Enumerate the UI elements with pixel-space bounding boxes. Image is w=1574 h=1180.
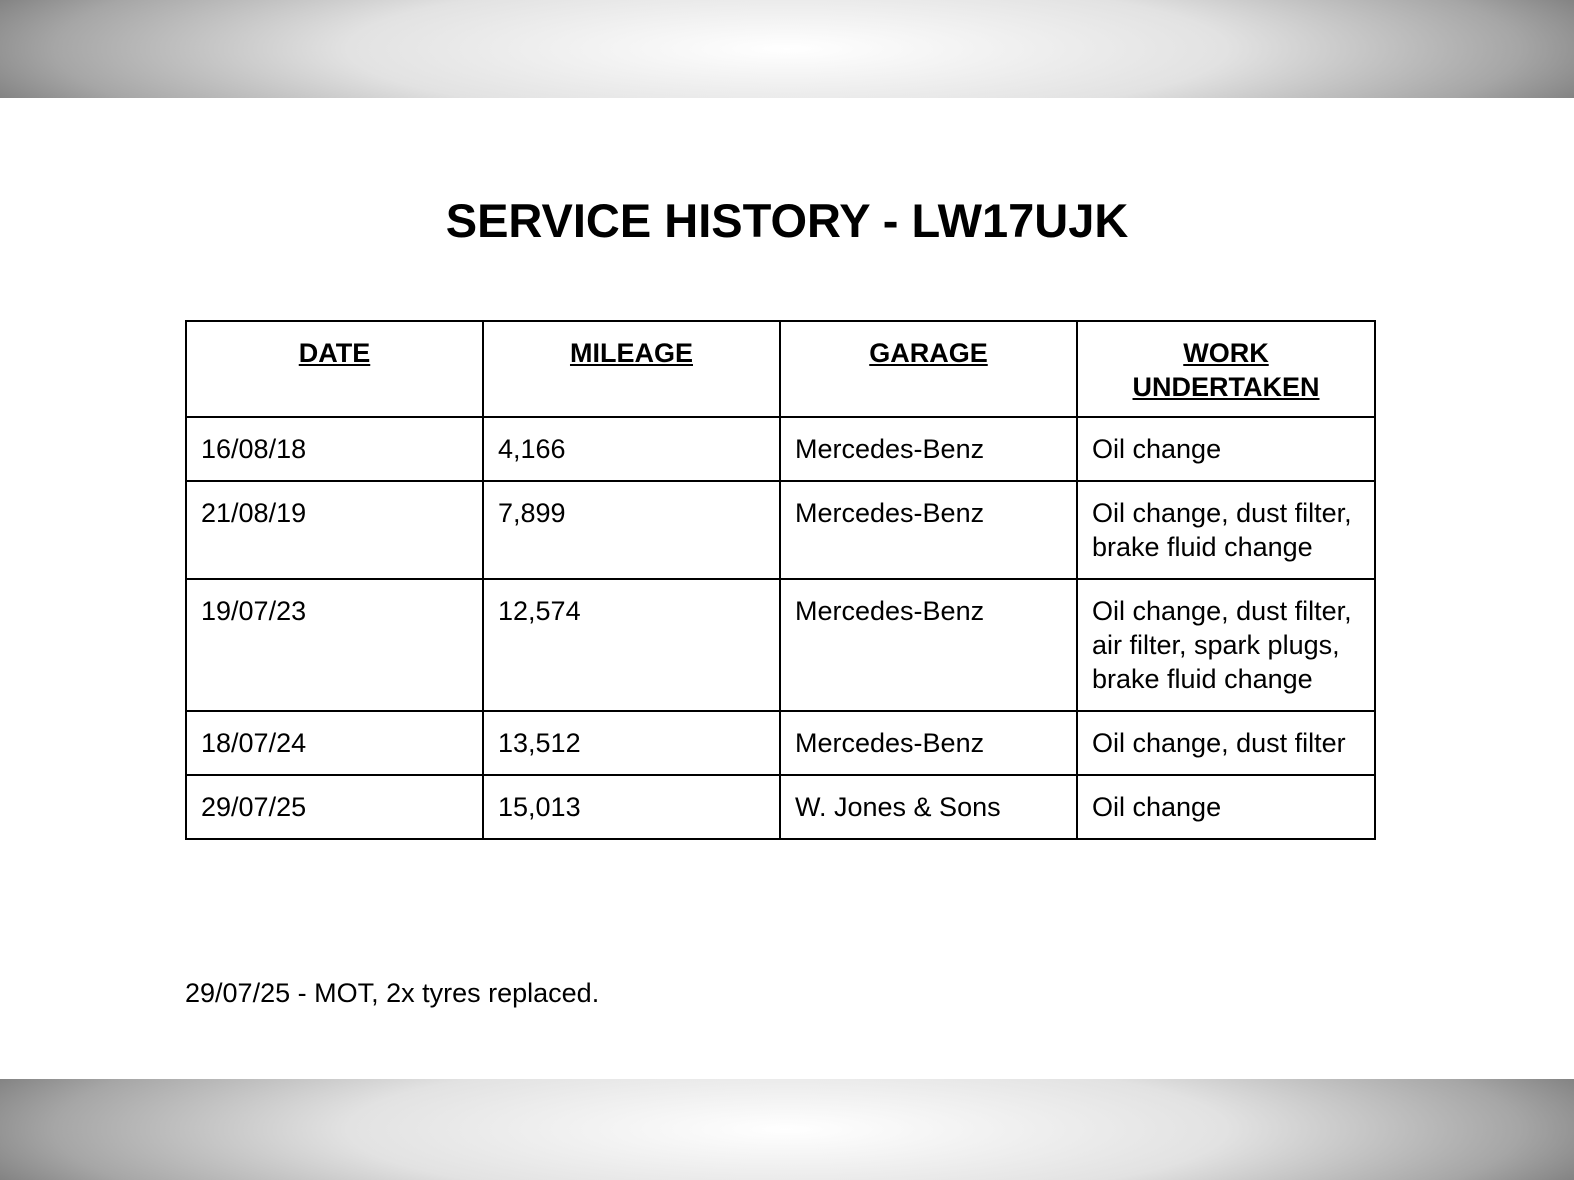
table-row <box>186 481 1375 579</box>
cell-date: 29/07/25 <box>186 775 483 839</box>
cell-date: 19/07/23 <box>186 579 483 711</box>
service-history-table <box>185 320 1376 840</box>
cell-work: Oil change, dust filter, brake fluid change <box>1077 481 1375 579</box>
cell-date: 16/08/18 <box>186 417 483 481</box>
header-work-undertaken: WORK UNDERTAKEN <box>1077 321 1375 417</box>
cell-date: 21/08/19 <box>186 481 483 579</box>
cell-garage: Mercedes-Benz <box>780 711 1077 775</box>
document-title: SERVICE HISTORY - LW17UJK <box>445 194 1129 247</box>
table-row <box>186 775 1375 839</box>
cell-mileage: 13,512 <box>483 711 780 775</box>
cell-mileage: 4,166 <box>483 417 780 481</box>
cell-mileage: 12,574 <box>483 579 780 711</box>
header-garage: GARAGE <box>780 321 1077 417</box>
cell-garage: Mercedes-Benz <box>780 579 1077 711</box>
table-header-row <box>186 321 1375 417</box>
cell-work: Oil change <box>1077 417 1375 481</box>
table-row <box>186 417 1375 481</box>
service-footnote: 29/07/25 - MOT, 2x tyres replaced. <box>185 978 600 1008</box>
cell-garage: W. Jones & Sons <box>780 775 1077 839</box>
cell-garage: Mercedes-Benz <box>780 417 1077 481</box>
cell-garage: Mercedes-Benz <box>780 481 1077 579</box>
cell-work: Oil change <box>1077 775 1375 839</box>
header-mileage: MILEAGE <box>483 321 780 417</box>
header-date: DATE <box>186 321 483 417</box>
table-row <box>186 579 1375 711</box>
top-vignette-band <box>0 0 1574 98</box>
cell-mileage: 7,899 <box>483 481 780 579</box>
table-row <box>186 711 1375 775</box>
cell-work: Oil change, dust filter, air filter, spark plugs, brake fluid change <box>1077 579 1375 711</box>
bottom-vignette-band <box>0 1079 1574 1180</box>
cell-work: Oil change, dust filter <box>1077 711 1375 775</box>
cell-date: 18/07/24 <box>186 711 483 775</box>
cell-mileage: 15,013 <box>483 775 780 839</box>
